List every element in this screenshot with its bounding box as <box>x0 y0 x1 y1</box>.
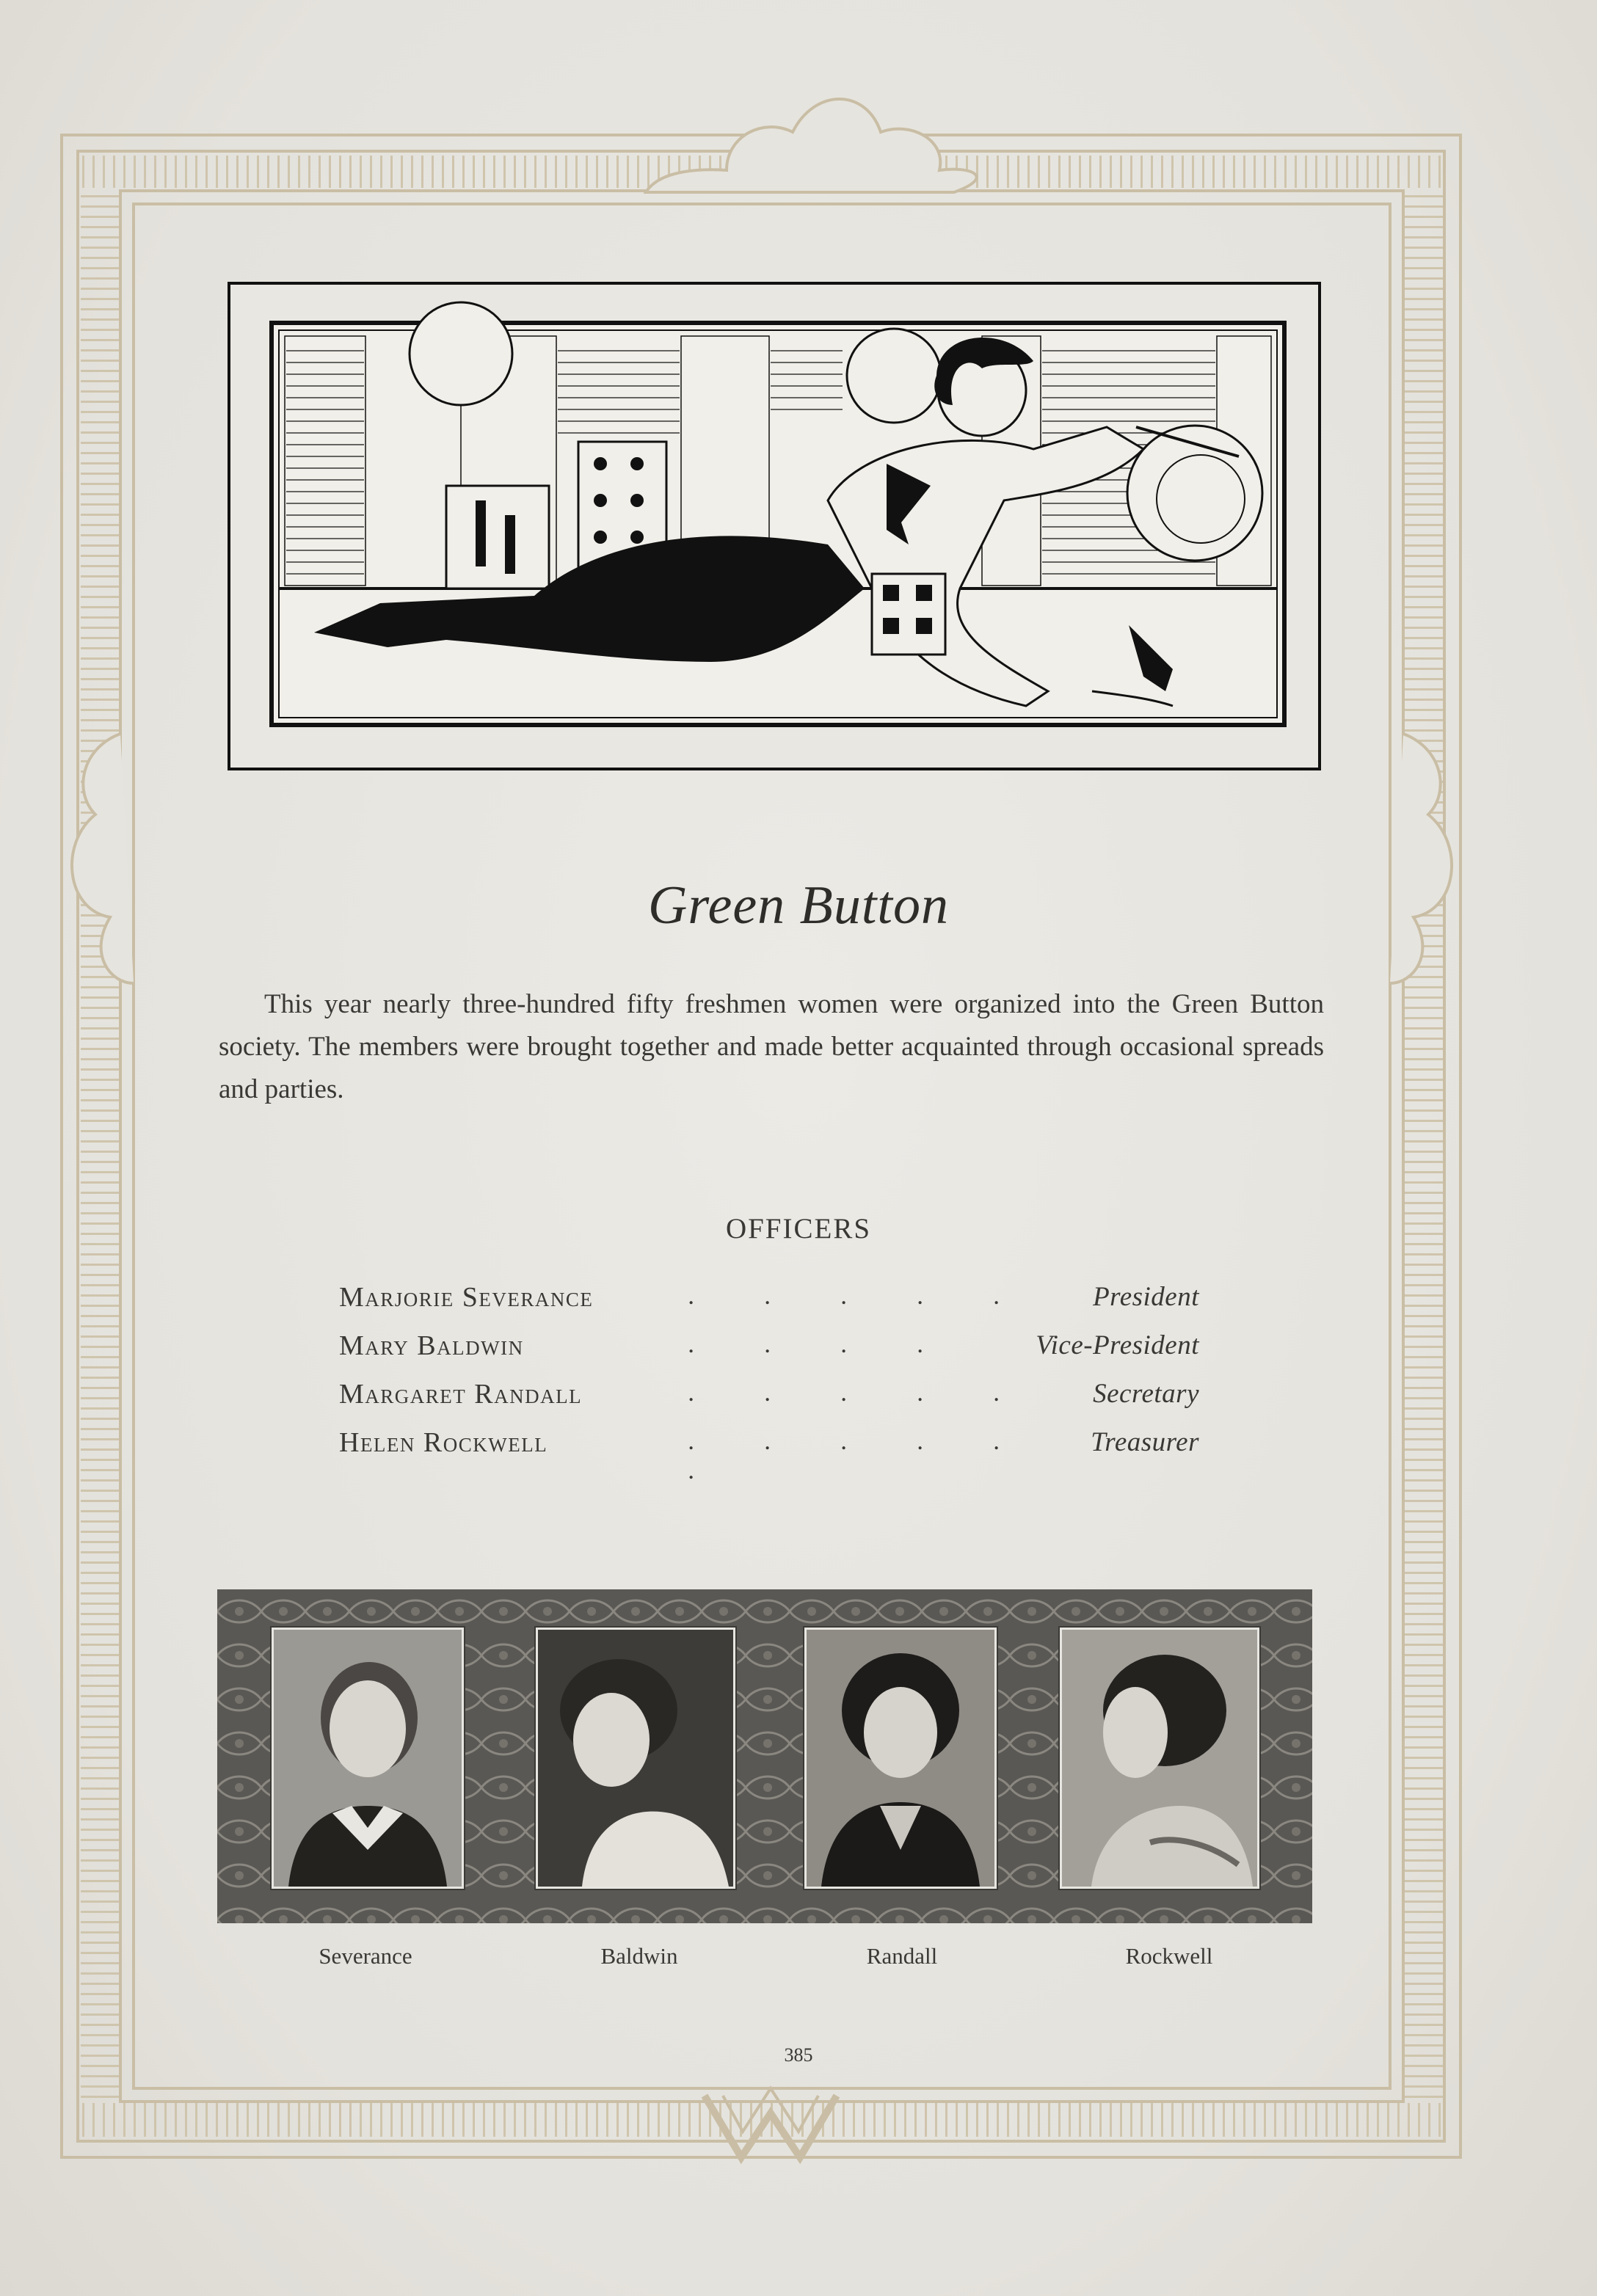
portrait-caption: Severance <box>319 1943 412 1969</box>
portrait-photo <box>274 1630 462 1887</box>
portrait-rockwell <box>1060 1628 1259 1889</box>
portrait-severance <box>272 1628 464 1889</box>
leader-dots: . . . . . <box>688 1281 1000 1310</box>
officer-row <box>339 1330 1199 1374</box>
article-body: This year nearly three-hundred fifty freshmen women were organized into the Green Button society. The members were brought together and made better acquainted through occasional spreads and parties. <box>219 989 1324 1104</box>
portrait-randall <box>804 1628 997 1889</box>
officer-row <box>339 1426 1199 1484</box>
officer-row <box>339 1281 1199 1325</box>
officer-name: Helen Rockwell <box>339 1427 548 1458</box>
page-number: 385 <box>784 2044 813 2066</box>
officer-row <box>339 1378 1199 1422</box>
header-illustration <box>226 280 1323 772</box>
article-title: Green Button <box>647 875 949 936</box>
portrait-caption: Baldwin <box>600 1943 678 1969</box>
portrait-photo <box>807 1630 994 1887</box>
portrait-caption: Randall <box>866 1943 938 1969</box>
officer-name: Margaret Randall <box>339 1379 583 1410</box>
portrait-photo <box>1062 1630 1257 1887</box>
portrait-panel <box>217 1589 1312 1923</box>
portrait-photo <box>538 1630 733 1887</box>
officer-title: President <box>1093 1282 1199 1312</box>
officer-name: Marjorie Severance <box>339 1282 594 1313</box>
officers-heading: OFFICERS <box>725 1213 872 1244</box>
officer-title: Secretary <box>1093 1379 1199 1409</box>
officer-title: Treasurer <box>1091 1427 1199 1457</box>
leader-dots: . . . . .. <box>688 1426 1000 1484</box>
leader-dots: . . . . . <box>688 1378 1000 1407</box>
portrait-baldwin <box>536 1628 735 1889</box>
officer-title: Vice-President <box>1036 1330 1199 1360</box>
leader-dots: . . . . <box>688 1330 923 1358</box>
officer-name: Mary Baldwin <box>339 1330 524 1361</box>
portrait-caption: Rockwell <box>1125 1943 1213 1969</box>
